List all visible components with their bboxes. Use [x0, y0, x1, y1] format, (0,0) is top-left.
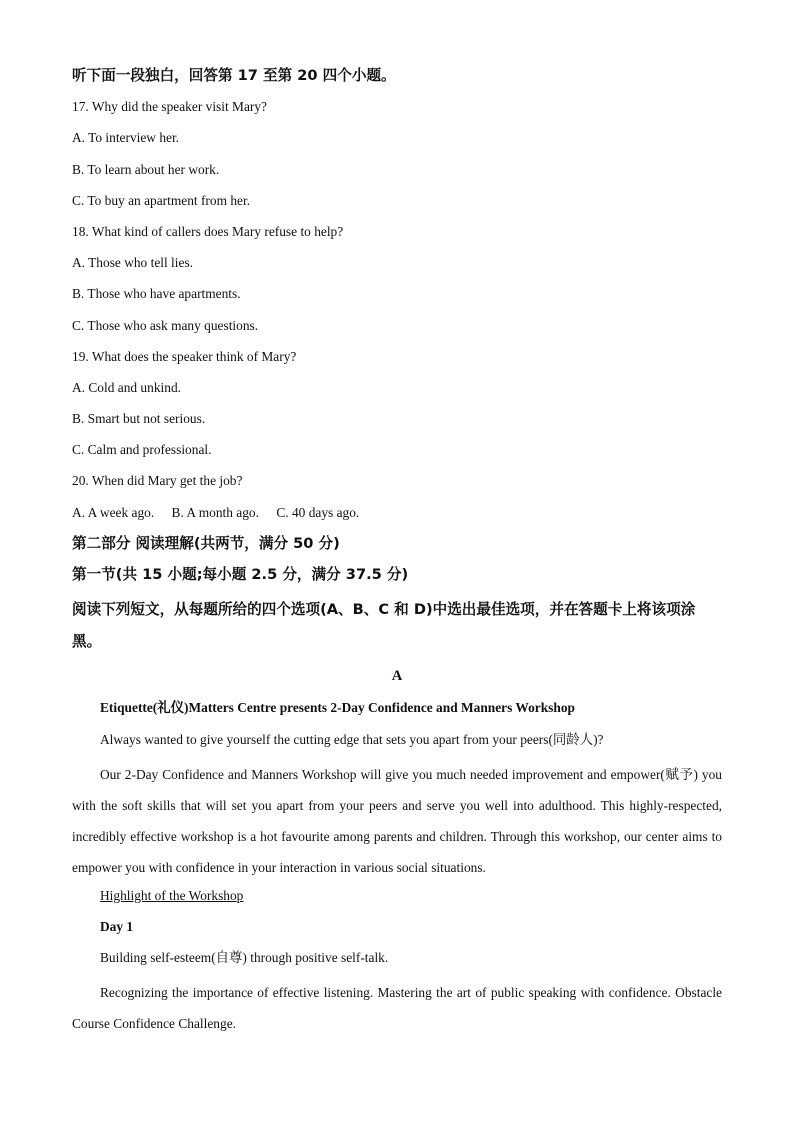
option-b: B. To learn about her work. [72, 161, 220, 177]
question-text: 18. What kind of callers does Mary refuse to help? [72, 223, 344, 239]
section1-title: 第一节(共 15 小题;每小题 2.5 分，满分 37.5 分) [72, 566, 409, 583]
option-b: B. Those who have apartments. [72, 286, 241, 302]
option-c: C. To buy an apartment from her. [72, 192, 251, 208]
question-20 [72, 469, 722, 531]
passage-paragraph: Our 2-Day Confidence and Manners Workshop will give you much needed improvement and empower(赋予) you with the soft skills that will set you apart from your peers and serve you well into adulthood. This highly-respected, incredibly effective workshop is a hot favourite among parents and children. Through this workshop, our center aims to empower you with confidence in your interaction in various social situations. [72, 766, 722, 876]
question-17 [72, 95, 722, 220]
option-a: A. Cold and unkind. [72, 379, 181, 395]
question-text: 17. Why did the speaker visit Mary? [72, 99, 267, 115]
highlight-text: Highlight of the Workshop [100, 887, 244, 903]
option-c: C. Calm and professional. [72, 442, 212, 458]
option-a: A. A week ago. [72, 504, 155, 520]
option-c: C. Those who ask many questions. [72, 317, 259, 333]
question-text: 19. What does the speaker think of Mary? [72, 348, 297, 364]
day-item: Recognizing the importance of effective listening. Mastering the art of public speaking with confidence. Obstacle Course Confidence Challenge. [72, 985, 722, 1032]
option-c: C. 40 days ago. [276, 504, 360, 520]
day-heading: Day 1 [100, 918, 134, 934]
passage-paragraph: Always wanted to give yourself the cutting edge that sets you apart from your peers(同龄人)? [100, 731, 604, 747]
passage-letter: A [391, 668, 403, 685]
listening-intro: 听下面一段独白，回答第 17 至第 20 四个小题。 [72, 67, 396, 84]
inline-options [72, 501, 722, 532]
instructions: 阅读下列短文，从每题所给的四个选项(A、B、C 和 D)中选出最佳选项，并在答题卡上将该项涂黑。 [72, 601, 696, 650]
passage-title: Etiquette(礼仪)Matters Centre presents 2-Day Confidence and Manners Workshop [100, 700, 575, 716]
day-item: Building self-esteem(自尊) through positive self-talk. [100, 949, 389, 965]
option-b: B. Smart but not serious. [72, 411, 206, 427]
highlight-heading [72, 884, 722, 915]
option-a: A. Those who tell lies. [72, 255, 193, 271]
document-page [72, 64, 722, 1040]
part2-title: 第二部分 阅读理解(共两节，满分 50 分) [72, 534, 340, 552]
question-18 [72, 220, 722, 345]
question-text: 20. When did Mary get the job? [72, 473, 243, 489]
option-a: A. To interview her. [72, 130, 180, 146]
question-19 [72, 345, 722, 470]
option-b: B. A month ago. [171, 504, 259, 520]
